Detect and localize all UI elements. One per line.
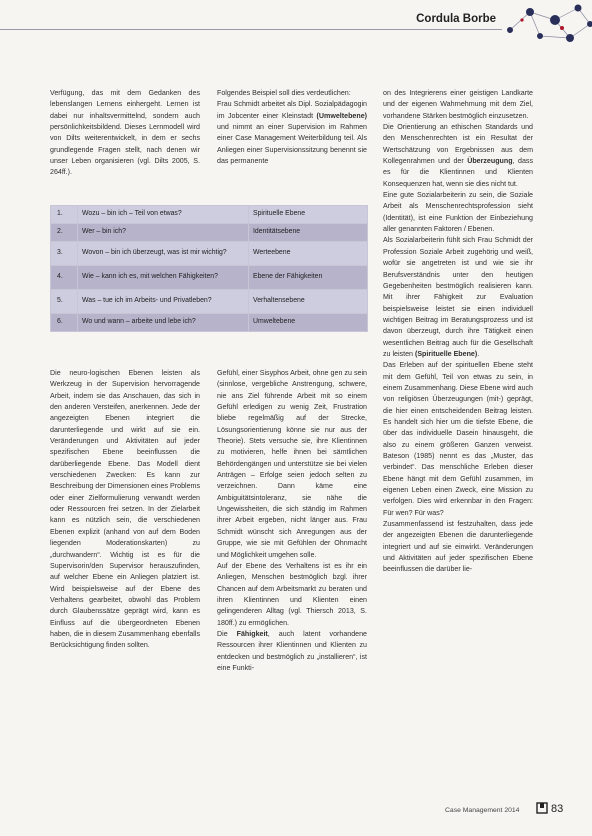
- column-2-top-text: [217, 88, 367, 167]
- paragraph: Die neuro-logischen Ebenen leisten als Werkzeug in der Supervision hervorragende Arbeit, indem sie das Anschauen, das sich in den anderen Versteifen, anerkennen. Jede der angezeigten Ebenen integriert die darunterliegende und wirkt auf sie ein. Veränderungen und Aktivitäten auf jeder spezifischen Ebene beeinflussen die darüberliegende Ebene. Das Modell dient verschiedenen Zwecken: Es kann zur Beschreibung der Dimensionen eines Problems oder einer Zielformulierung verwandt werden oder Ressourcen frei setzen. In der Zielarbeit kann es nützlich sein, die verschiedenen Ebenen explizit (anhand von auf dem Boden liegenden Moderationskarten) zu „durchwandern“. Wichtig ist es für die Supervisorin/den Supervisor herauszufinden, auf welcher Ebene ein Anliegen platziert ist. Wird beispielsweise auf der Ebene des Verhaltens gearbeitet, obwohl das Problem durch Glaubenssätze geprägt wird, kann es Einfluss auf die übergeordneten Ebenen haben, die in diesem Zusammenhang ebenfalls Berücksichtigung finden sollten.: [50, 369, 200, 650]
- table-row: [51, 242, 368, 266]
- paragraph: Die Orientierung an ethischen Standards und den Menschenrechten ist ein Resultat der Wertschätzung von Ergebnissen aus dem Kollegenrahmen und der Überzeugung, dass es für die Klientinnen und Klienten Konsequenzen hat, wenn sie dies nicht tut.: [383, 123, 533, 188]
- column-3-text: [383, 88, 533, 576]
- paragraph: Gefühl, einer Sisyphos Arbeit, ohne gen zu sein (sinnlose, vergebliche Anstrengung, schwere, nie ans Ziel führende Arbeit mit so einem Gefühl erledigen zu wenig Zeit, Frustration bliebe regelmäßig auf der Strecke, Lösungsorientierung könne sie nur aus der Theorie). Stets versuche sie, ihre Klientinnen zu motivieren, helfe ihnen bei sämtlichen Behördengängen und unterstütze sie bei vielen Anträgen – Erfolge seien jedoch selten zu verzeichnen. Dann käme eine Ambiguitätsintoleranz, sie nähe die Ungewissheiten, die sich ständig im Rahmen ihrer Arbeit ergeben, nicht länger aus. Frau Schmidt wünscht sich Anregungen aus der Gruppe, wie sie mit Gefühlen der Ohnmacht und Möglichkeit umgehen solle.: [217, 369, 367, 559]
- paragraph: Das Erleben auf der spirituellen Ebene steht mit dem Gefühl, Teil von etwas zu sein, in einem Zusammenhang. Diese Ebene wird auch von religiösen Überzeugungen (mit-) geprägt, die hier einen entscheidenden Beitrag leisten. Es handelt sich hier um die tiefste Ebene, die über das individuelle Dasein hinausgeht, die also zu einem größeren Ganzen verweist. Bateson (1985) nennt es das „Muster, das verbindet“. Das menschliche Erleben dieser Ebene hängt mit dem Gefühl zusammen, im eigenen Leben einen Zweck, eine Mission zu verfolgen. Dies wird erkennbar in den Fragen: Für wen? Für was?: [383, 361, 533, 517]
- row-level: Werteebene: [249, 242, 368, 266]
- paragraph: Als Sozialarbeiterin fühlt sich Frau Schmidt der Profession Soziale Arbeit zugehörig und weiß, wofür sie angetreten ist und wie sie ihr Berufsverständnis unter den heutigen Gegebenheiten bestmöglich realisieren kann. Mit ihrer Fähigkeit zur Evaluation beispielsweise leistet sie einen individuell wichtigen Beitrag im Beratungsprozess und ist davon überzeugt, durch ihre Tätigkeit einen wesentlichen Beitrag auch für die Gesellschaft zu leisten (Spirituelle Ebene).: [383, 236, 533, 358]
- table-row: [51, 314, 368, 332]
- row-level: Verhaltensebene: [249, 290, 368, 314]
- paragraph: Frau Schmidt arbeitet als Dipl. Sozialpädagogin im Jobcenter einer Kleinstadt (Umweltebene) und nimmt an einer Supervision im Rahmen einer Case Management Weiterbildung teil. Als Anliegen einer Supervisionssitzung benennt sie das permanente: [217, 100, 367, 166]
- paragraph: Zusammenfassend ist festzuhalten, dass jede der angezeigten Ebenen die darunterliegende integriert und auf sie einwirkt. Veränderungen und Aktivitäten auf jeder spezifischen Ebene beeinflussen die darüber lie-: [383, 520, 533, 574]
- paragraph: Folgendes Beispiel soll dies verdeutlichen:: [217, 89, 351, 97]
- row-level: Ebene der Fähigkeiten: [249, 266, 368, 290]
- row-number: 3.: [51, 242, 78, 266]
- row-number: 5.: [51, 290, 78, 314]
- table-row: [51, 266, 368, 290]
- row-number: 4.: [51, 266, 78, 290]
- column-1-bottom-text: [50, 368, 200, 652]
- row-number: 1.: [51, 206, 78, 224]
- column-1-top-text: [50, 88, 200, 179]
- row-question: Wie – kann ich es, mit welchen Fähigkeiten?: [78, 266, 249, 290]
- table-row: [51, 206, 368, 224]
- row-number: 6.: [51, 314, 78, 332]
- network-decoration-icon: [500, 0, 592, 48]
- row-level: Identitätsebene: [249, 224, 368, 242]
- paragraph: on des Integrierens einer geistigen Landkarte und der eigenen Wahrnehmung mit dem Ziel, vorhandene Stärken bestmöglich einzusetzen.: [383, 89, 533, 120]
- row-number: 2.: [51, 224, 78, 242]
- paragraph: Verfügung, das mit dem Gedanken des lebenslangen Lernens einhergeht. Lernen ist dabei nur inhaltsvermittelnd, sondern auch persönlichkeitsbildend. Dieses Lernmodell wird von Dilts weiterentwickelt, in dem er sechs grundlegende Fragen stellt, nach denen wir unser Leben organisieren (vgl. Dilts 2005, S. 264ff.).: [50, 89, 200, 177]
- row-question: Wer – bin ich?: [78, 224, 249, 242]
- paragraph: Eine gute Sozialarbeiterin zu sein, die Soziale Arbeit als Menschenrechtsprofession sieht (Identität), ist eine Funktion der Einbeziehung aller genannten Faktoren / Ebenen.: [383, 191, 533, 234]
- footer-source: Case Management 2014: [445, 807, 520, 814]
- column-2-bottom-text: [217, 368, 367, 674]
- author-name: Cordula Borbe: [416, 13, 496, 25]
- row-question: Wovon – bin ich überzeugt, was ist mir wichtig?: [78, 242, 249, 266]
- row-question: Wozu – bin ich – Teil von etwas?: [78, 206, 249, 224]
- neuro-logical-levels-table: [50, 205, 368, 332]
- table-row: [51, 290, 368, 314]
- row-level: Spirituelle Ebene: [249, 206, 368, 224]
- header-rule: [0, 29, 502, 30]
- row-question: Was – tue ich im Arbeits- und Privatleben?: [78, 290, 249, 314]
- row-level: Umweltebene: [249, 314, 368, 332]
- paragraph: Auf der Ebene des Verhaltens ist es ihr ein Anliegen, Menschen bestmöglich bzgl. ihrer Chancen auf dem Arbeitsmarkt zu beraten und ihren Klientinnen und Klienten einen gelingenderen Alltag (vgl. Thiersch 2013, S. 180ff.) zu ermöglichen.: [217, 561, 367, 627]
- row-question: Wo und wann – arbeite und lebe ich?: [78, 314, 249, 332]
- paragraph: Die Fähigkeit, auch latent vorhandene Ressourcen ihrer Klientinnen und Klienten zu entdecken und bestmöglich zu „installieren“, ist eine Funkti-: [217, 629, 367, 672]
- table-row: [51, 224, 368, 242]
- page-number: 83: [551, 803, 564, 815]
- page-marker-icon: [536, 802, 548, 814]
